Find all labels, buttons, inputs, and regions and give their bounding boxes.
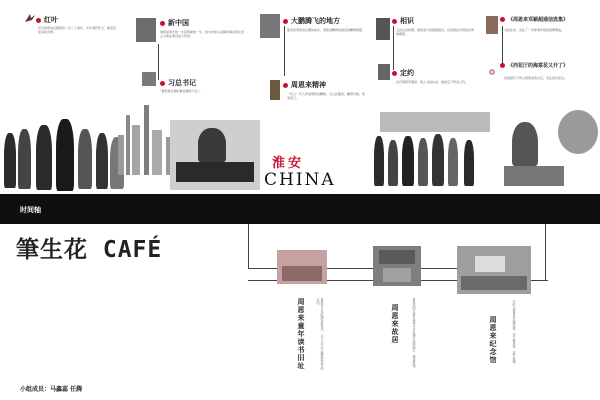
section-title-dapeng — [283, 16, 340, 26]
bullet-icon — [160, 21, 165, 26]
study-photo — [500, 110, 600, 190]
china-title: CHINA — [264, 170, 336, 190]
section-title-xiangshi — [392, 16, 414, 26]
historic-thumb — [376, 18, 390, 40]
statue-photo — [260, 14, 280, 38]
shuxin-title: 《周恩来邓颖超通信选集》 — [508, 17, 569, 23]
bullet-icon — [392, 71, 397, 76]
section-title-dingyue — [392, 68, 414, 78]
memorial-photo — [457, 246, 531, 294]
dapeng-body: 淮安是周恩来总理的故乡，周恩来精神是淮安的精神财富。 — [287, 28, 366, 32]
dingyue-body: 在巴黎留学期间，两人书信往来，彼此定下终身之约。 — [396, 80, 469, 84]
section-title-hongye — [36, 15, 58, 25]
section-title-xinzhongguo — [160, 18, 189, 28]
jingshen-title: 周恩来精神 — [291, 81, 326, 89]
dapeng-title: 大鹏腾飞的地方 — [291, 17, 340, 25]
timeline-band — [0, 194, 600, 224]
xihuating-body: 邓颖超写下怀念周恩来的文章，表达深切思念。 — [504, 76, 568, 80]
cafe-title: 筆生花 CAFÉ — [16, 237, 163, 263]
xinzhongguo-title: 新中国 — [168, 19, 189, 27]
timeline-label: 时间轴 — [20, 206, 41, 214]
jingshen-body: 一代又一代人传承周恩来精神，为人民服务，鞠躬尽瘁，死而后已。 — [287, 92, 366, 100]
photo-thumb — [378, 64, 390, 80]
xinzhongguo-body: 周恩来同志的一生是辉煌的一生，他为中国人民解放事业和社会主义事业建设奋斗终身。 — [160, 30, 245, 38]
school-photo — [277, 250, 327, 284]
protest-photo — [368, 110, 498, 190]
place-desc-3: 为纪念周恩来总理而建，位于桃花垠，庄严肃穆。 — [512, 300, 516, 366]
hongye-title: 红叶 — [44, 16, 58, 24]
dingyue-title: 定约 — [400, 69, 414, 77]
residence-photo — [373, 246, 421, 286]
statue-thumb — [270, 80, 280, 100]
section-title-xihuating — [500, 62, 568, 69]
bullet-icon — [36, 18, 41, 23]
place-name-3: 周恩来纪念馆 — [489, 316, 497, 364]
portrait-photo — [136, 18, 156, 42]
bullet-icon — [500, 63, 505, 68]
bullet-icon — [500, 17, 505, 22]
bullet-icon — [283, 83, 288, 88]
flower-icon — [487, 62, 497, 72]
place-desc-1: 周恩来少年时期在此读书，立下为中华之崛起而读书的志向。 — [316, 298, 324, 370]
group-members: 小组成员：马鑫蕊 任腾 — [20, 386, 83, 393]
section-title-jingshen — [283, 80, 326, 90]
xiangshi-title: 相识 — [400, 17, 414, 25]
huaian-title: 淮安 — [272, 156, 305, 171]
letter-thumb — [486, 16, 498, 34]
xiangshi-body: 五四运动时期，周恩来与邓颖超相识，在觉悟社共同追求革命理想。 — [396, 28, 475, 36]
hongye-body: 纪念周恩来总理诞辰一百二十周年，红叶寄托怀念，淮安处处是故乡情。 — [38, 26, 117, 34]
place-name-2: 周恩来故居 — [391, 304, 399, 344]
speech-photo — [170, 120, 260, 190]
xihuating-title: 《西花厅的海棠花又开了》 — [508, 63, 569, 69]
section-title-shuxin — [500, 16, 568, 23]
place-name-1: 周恩来童年读书旧址 — [297, 298, 305, 370]
shuxin-body: 书信往来，见证了一对革命伴侣的深厚情谊。 — [504, 28, 565, 32]
bullet-icon — [392, 19, 397, 24]
bullet-icon — [283, 19, 288, 24]
building-thumb — [142, 72, 156, 86]
xijinping-body: “要把周总理的事业继续下去。” — [160, 89, 201, 93]
place-desc-2: 周恩来同志诞生和青少年时期生活的地方，保留原貌。 — [412, 298, 416, 370]
red-leaf-icon — [24, 9, 36, 21]
xijinping-title: 习总书记 — [168, 79, 196, 87]
